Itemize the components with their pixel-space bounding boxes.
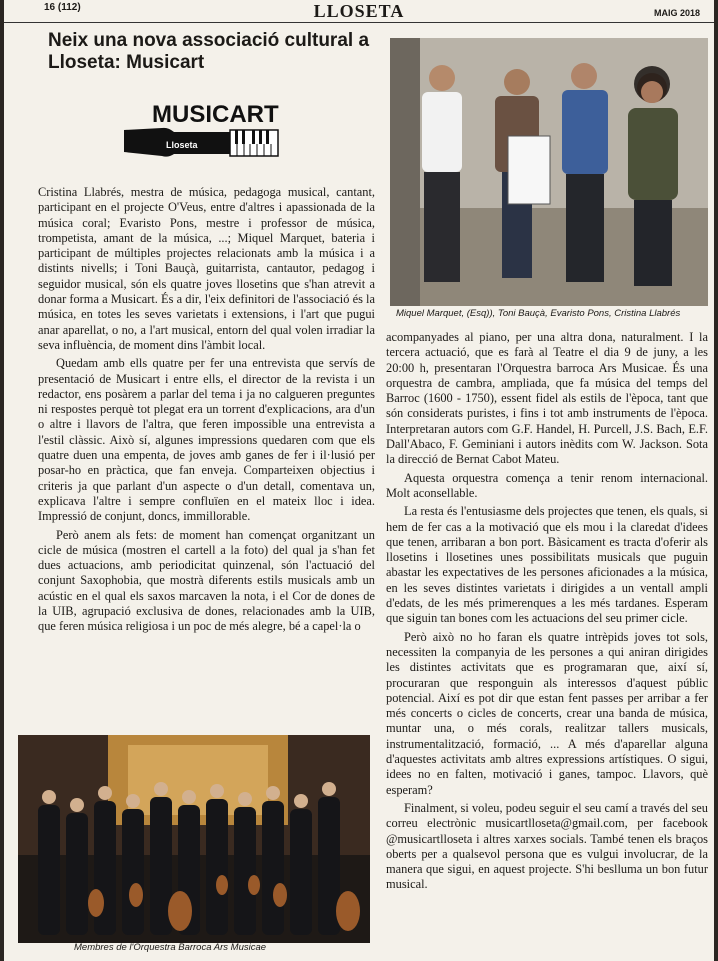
paragraph: Però anem als fets: de moment han començat organitzant un cicle de música (mostren el cartell a la foto) del qual ja s'han fet dues actuacions, amb periodicitat quinzenal, són l'actuació del conjunt Saxophobia, que mostrà diferents estils musicals amb un acústic en el qual els saxos marcaven la nota, i el Cor de dones de la UIB, agrupació exclusiva de dones, relacionades amb la UIB, que feren música religiosa i un poc de més alegre, bé a capel·la o xyxy=(38,527,375,634)
magazine-page xyxy=(4,0,714,961)
paragraph: Quedam amb ells quatre per fer una entrevista que servís de presentació de Musicart i entre ells, el director de la revista i un redactor, ens posàrem a parlar del tema i ja no calgueren preguntes ni respostes perquè tot plegat era un torrent d'explicacions, ara d'un o altre i llavors de l'altra, que feren impossible una entrevista a l'estil clàssic. Això sí, algunes impressions quedaren com que els quatre duen una empenta, de joves amb ganes de fer i il·lusió per posar-ho en pràctica, que fan enveja. Comparteixen objectius i criteris ja que parlant d'un aspecte o d'un detall, comentava un, explicava l'altre i sempre confluïen en el mateix lloc i idea. Impressió de conjunt, doncs, immillorable. xyxy=(38,356,375,524)
paragraph: Finalment, si voleu, podeu seguir el seu camí a través del seu correu electrònic musicartlloseta@gmail.com, per facebook @musicartlloseta i altres xarxes socials. També tenen els braços oberts per a qualsevol persona que es vulgui involucrar, de la manera que sigui, en aquest projecte. S'hi besllumа un bon futur musical. xyxy=(386,800,708,892)
photo-caption: Miquel Marquet, (Esq)), Toni Bauçà, Evaristo Pons, Cristina Llabrés xyxy=(396,308,681,319)
logo-place: Lloseta xyxy=(166,140,198,150)
paragraph: La resta és l'entusiasme dels projectes que tenen, els quals, si hem de fer cas a la motivació que els mou i la claredat d'idees que tenen, arribaran a bon port. Bàsicament es tracta d'oferir als llosetins i llosetines unes possibilitats musicals que puguin abastar les expectatives de les persones aficionades a la música, en les seves distintes varietats i dirigides a un ventall ampli d'edats, de les més primerenques a les més tardanes. Esperam que siguin tan bones com les actuacions del seu primer cicle. xyxy=(386,504,708,626)
paragraph: acompanyades al piano, per una altra dona, naturalment. I la tercera actuació, que es farà al Teatre el dia 9 de juny, a les 20:00 h, presentaran l'Orquestra barroca Ars Musicae. És una orquestra de cambra, ampliada, que fa música del temps del Barroc (1600 - 1750), essent fidel als estils de l'època, tant que són considerats puristes, i fins i tot amb instruments de l'època. Interpretaran autors com G.F. Handel, H. Purcell, J.S. Bach, E.F. Dall'Abaco, F. Geminiani i autors inèdits com W. Jackson. Sota la direcció de Bernat Cabot Mateu. xyxy=(386,330,708,467)
founders-photo xyxy=(390,38,708,306)
article-column-2 xyxy=(386,330,708,896)
person-icon xyxy=(422,65,462,282)
photo-caption: Membres de l'Orquestra Barroca Ars Musicae xyxy=(74,942,267,953)
paragraph: Aquesta orquestra comença a tenir renom internacional. Molt aconsellable. xyxy=(386,470,708,500)
page-header xyxy=(4,0,714,23)
orchestra-photo xyxy=(18,735,370,943)
page-number: 16 (112) xyxy=(44,2,81,13)
paragraph: Però això no ho faran els quatre intrèpids joves tot sols, necessiten la companyia de les persones a qui aniran dirigides les distintes activitats que es programaran que, així sí, procuraran que responguin als interessos d'aquest públic potencial. Així es pot dir que estan fent passes per arribar a fer més concerts o cicles de concerts, crear una banda de música, muntar una, o més corals, realitzar tallers musicals, instrumentalització, formació, ... A més d'aparellar alguna d'aquestes activitats amb altres expressions artístiques. O sigui, idees no en falten, motivació i ganes, tampoc. Llavors, què esperam? xyxy=(386,629,708,797)
issue-date: MAIG 2018 xyxy=(653,8,700,18)
concert-poster xyxy=(508,136,550,204)
magazine-name: LLOSETA xyxy=(313,1,405,21)
musicart-logo xyxy=(122,92,302,172)
person-icon xyxy=(562,63,608,282)
article-column-1 xyxy=(38,185,375,638)
logo-name: MUSICART xyxy=(152,101,279,128)
article-title: Neix una nova associació cultural a Lloseta: Musicart xyxy=(48,30,370,73)
paragraph: Cristina Llabrés, mestra de música, pedagoga musical, cantant, participant en el projecte O'Veus, entre d'altres i apassionada de la música coral; Evaristo Pons, mestre i professor de música, trompetista, amant de la música, ...; Miquel Marquet, bateria i participant de múltiples projectes relacionats amb la música i a distints nivells; i Toni Bauçà, guitarrista, cantautor, pedagog i seguidor musical, són els quatre joves llosetins que s'han atrevit a donar forma a Musicart. És a dir, l'eix definitori de l'associació és la música, en totes les seves varietats i extensions, i l'art que pugui anar aparellat, o no, a l'art musical, entorn del qual volen irradiar la seva influència, de moment dins l'àmbit local. xyxy=(38,185,375,352)
